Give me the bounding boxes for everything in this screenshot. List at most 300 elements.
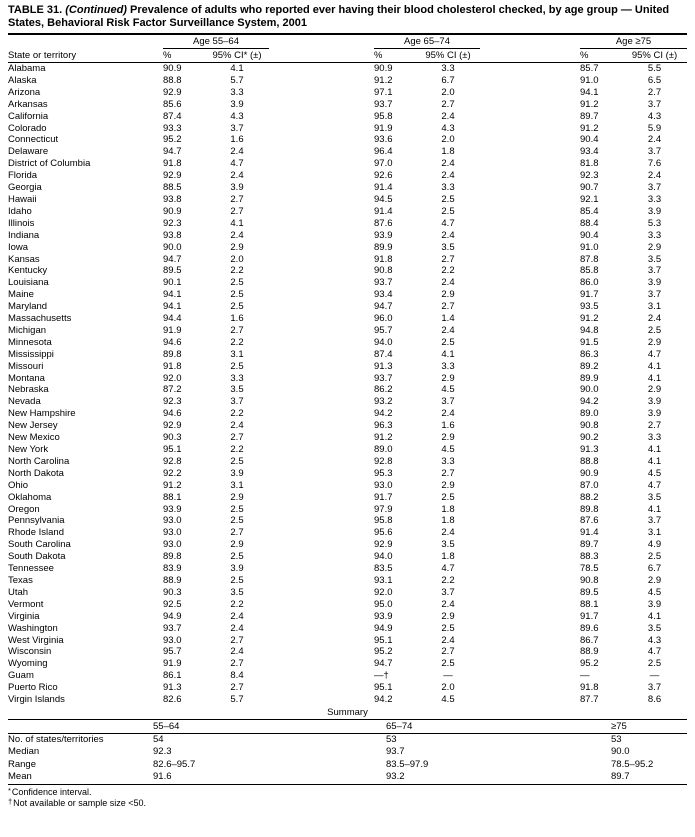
- footnote-text: Confidence interval.: [11, 786, 92, 797]
- spacer-cell: [480, 670, 580, 682]
- ci-65-74: 2.2: [441, 574, 455, 586]
- pct-ge75: 92.3: [580, 170, 599, 182]
- state-name: Nevada: [8, 396, 41, 408]
- spacer-cell: [269, 682, 374, 694]
- ci-65-74: 2.5: [441, 336, 455, 348]
- pct-65-74: 93.0: [374, 479, 393, 491]
- table-row: [8, 194, 687, 206]
- pct-65-74: 89.9: [374, 241, 393, 253]
- pct-65-74: 97.9: [374, 503, 393, 515]
- pct-ge75: 91.2: [580, 313, 599, 325]
- state-name: Illinois: [8, 217, 35, 229]
- footnote-marker: †: [8, 797, 13, 807]
- spacer-cell: [269, 170, 374, 182]
- pct-55-64: 82.6: [163, 694, 182, 706]
- ci-65-74: —: [443, 670, 453, 682]
- pct-55-64: 94.9: [163, 610, 182, 622]
- state-name: Connecticut: [8, 134, 59, 146]
- ci-ge75: —: [649, 670, 660, 682]
- pct-65-74: 92.8: [374, 455, 393, 467]
- pct-65-74: 87.4: [374, 348, 393, 360]
- pct-65-74: 93.6: [374, 134, 393, 146]
- spacer-cell: [269, 49, 374, 63]
- table-row: [8, 218, 687, 230]
- pct-ge75: 86.7: [580, 634, 599, 646]
- age-group-header-row: [8, 34, 687, 49]
- ci-ge75: 8.6: [647, 694, 662, 706]
- pct-65-74: —†: [374, 670, 389, 682]
- table-row: [8, 146, 687, 158]
- pct-65-74: 93.1: [374, 574, 393, 586]
- ci-55-64: 2.4: [230, 229, 244, 241]
- pct-55-64: 83.9: [163, 563, 182, 575]
- pct-ge75: 91.4: [580, 527, 599, 539]
- spacer-cell: [480, 111, 580, 123]
- ci-ge75: 2.9: [647, 336, 662, 348]
- spacer-cell: [480, 349, 580, 361]
- state-name: Delaware: [8, 146, 49, 158]
- pct-65-74: 89.0: [374, 444, 393, 455]
- pct-55-64: 91.3: [163, 682, 182, 694]
- spacer-cell: [480, 265, 580, 277]
- spacer-cell: [480, 373, 580, 385]
- state-name: New York: [8, 444, 49, 455]
- ci-55-64: 3.5: [230, 384, 244, 396]
- pct-55-64: 89.8: [163, 551, 182, 563]
- table-row: [8, 396, 687, 408]
- ci-65-74: 2.4: [441, 170, 455, 182]
- pct-55-64: 92.3: [163, 217, 182, 229]
- spacer-cell: [480, 123, 580, 135]
- pct-55-64: 95.2: [163, 134, 182, 146]
- pct-ge75: 90.8: [580, 420, 599, 432]
- ci-ge75: 4.1: [647, 610, 662, 622]
- pct-55-64: 94.4: [163, 313, 182, 325]
- ci-ge75: 3.9: [647, 396, 662, 408]
- ci-ge75: 3.7: [647, 265, 662, 277]
- ci-55-64: 2.5: [230, 515, 244, 527]
- table-row: [8, 444, 687, 456]
- state-name: New Jersey: [8, 420, 58, 432]
- footnote-confidence-interval: [8, 787, 687, 799]
- ci-ge75: 3.9: [647, 408, 662, 420]
- table-row: [8, 206, 687, 218]
- state-name: Georgia: [8, 182, 42, 194]
- spacer-cell: [269, 289, 374, 301]
- ci-55-64: 2.4: [230, 622, 244, 634]
- state-name: New Mexico: [8, 432, 60, 444]
- ci-65-74: 2.0: [441, 86, 455, 98]
- spacer-cell: [269, 658, 374, 670]
- ci-65-74: 2.4: [441, 110, 455, 122]
- spacer-cell: [269, 670, 374, 682]
- pct-55-64: 88.9: [163, 574, 182, 586]
- ci-65-74: 2.5: [441, 491, 455, 503]
- spacer-cell: [480, 539, 580, 551]
- pct-55-64: 92.9: [163, 170, 182, 182]
- pct-ge75: 94.1: [580, 86, 599, 98]
- spacer-cell: [269, 504, 374, 516]
- spacer-cell: [269, 444, 374, 456]
- pct-55-64: 90.0: [163, 241, 182, 253]
- ci-55-64: 2.7: [230, 432, 244, 444]
- footnote-text: Not available or sample size <50.: [13, 798, 146, 809]
- pct-65-74: 93.7: [374, 372, 393, 384]
- ci-55-64: 2.5: [230, 455, 244, 467]
- spacer-cell: [269, 432, 374, 444]
- state-name: Vermont: [8, 598, 44, 610]
- spacer-cell: [269, 111, 374, 123]
- state-name: Arkansas: [8, 98, 48, 110]
- spacer-cell: [269, 158, 374, 170]
- ci-ge75: 4.5: [647, 467, 662, 479]
- ci-header-55-64: 95% CI* (±): [205, 49, 269, 63]
- ci-ge75: 2.4: [647, 313, 662, 325]
- ci-ge75: 4.1: [647, 372, 662, 384]
- pct-55-64: 87.2: [163, 384, 182, 396]
- ci-65-74: 2.5: [441, 622, 455, 634]
- summary-value: 90.0: [611, 746, 630, 758]
- summary-value: 54: [153, 733, 164, 745]
- ci-55-64: 3.3: [230, 86, 244, 98]
- ci-65-74: 2.9: [441, 479, 455, 491]
- pct-55-64: 90.9: [163, 205, 182, 217]
- ci-ge75: 4.1: [647, 360, 662, 372]
- table-row: [8, 170, 687, 182]
- pct-65-74: 97.0: [374, 158, 393, 170]
- column-header-row: [8, 49, 687, 63]
- ci-65-74: 2.9: [441, 610, 455, 622]
- pct-55-64: 95.1: [163, 444, 182, 455]
- pct-ge75: 88.4: [580, 217, 599, 229]
- pct-ge75: 90.8: [580, 574, 599, 586]
- table-row: [8, 158, 687, 170]
- table-row: [8, 384, 687, 396]
- spacer-cell: [480, 146, 580, 158]
- pct-ge75: 91.7: [580, 610, 599, 622]
- ci-ge75: 3.9: [647, 277, 662, 289]
- spacer-cell: [269, 206, 374, 218]
- table-row: [8, 670, 687, 682]
- ci-55-64: 2.4: [230, 420, 244, 432]
- spacer-cell: [269, 563, 374, 575]
- pct-65-74: 94.7: [374, 658, 393, 670]
- summary-label: Median: [8, 746, 40, 758]
- spacer-cell: [269, 254, 374, 266]
- state-name: Puerto Rico: [8, 682, 58, 694]
- ci-55-64: 2.4: [230, 646, 244, 658]
- table-row: [8, 301, 687, 313]
- ci-65-74: 3.7: [441, 586, 455, 598]
- ci-65-74: 2.9: [441, 289, 455, 301]
- table-row: [8, 492, 687, 504]
- ci-65-74: 2.4: [441, 229, 455, 241]
- spacer-cell: [480, 313, 580, 325]
- spacer-cell: [269, 337, 374, 349]
- ci-ge75: 5.9: [647, 122, 662, 134]
- pct-65-74: 86.2: [374, 384, 393, 396]
- table-row: [8, 623, 687, 635]
- state-name: Maine: [8, 289, 34, 301]
- table-row: [8, 254, 687, 266]
- pct-ge75: 88.9: [580, 646, 599, 658]
- spacer-cell: [480, 515, 580, 527]
- summary-label: No. of states/territories: [8, 733, 104, 745]
- ci-55-64: 2.2: [230, 336, 244, 348]
- ci-65-74: 1.6: [441, 420, 455, 432]
- state-rows: [8, 63, 687, 706]
- summary-label: Mean: [8, 771, 32, 783]
- pct-header-55-64: %: [163, 49, 205, 63]
- pct-65-74: 93.9: [374, 610, 393, 622]
- table-row: [8, 599, 687, 611]
- ci-65-74: 4.5: [441, 694, 455, 706]
- footnote-not-available: [8, 798, 687, 810]
- ci-55-64: 3.9: [230, 98, 244, 110]
- summary-col-header-ge75: ≥75: [611, 719, 687, 733]
- ci-65-74: 3.3: [441, 63, 455, 74]
- ci-ge75: 4.1: [647, 444, 662, 455]
- spacer-cell: [480, 75, 580, 87]
- ci-ge75: 3.1: [647, 301, 662, 313]
- pct-55-64: 92.9: [163, 86, 182, 98]
- pct-ge75: 90.4: [580, 229, 599, 241]
- spacer-cell: [269, 456, 374, 468]
- pct-65-74: 92.6: [374, 170, 393, 182]
- ci-55-64: 2.5: [230, 551, 244, 563]
- pct-55-64: 91.8: [163, 158, 182, 170]
- ci-65-74: 2.5: [441, 205, 455, 217]
- state-name: Idaho: [8, 205, 32, 217]
- ci-ge75: 2.5: [647, 551, 662, 563]
- spacer-cell: [269, 277, 374, 289]
- ci-65-74: 4.1: [441, 348, 455, 360]
- ci-ge75: 3.9: [647, 598, 662, 610]
- ci-65-74: 1.8: [441, 551, 455, 563]
- ci-65-74: 3.3: [441, 455, 455, 467]
- state-name: Nebraska: [8, 384, 49, 396]
- pct-ge75: 91.2: [580, 122, 599, 134]
- table-row: [8, 242, 687, 254]
- ci-55-64: 2.7: [230, 634, 244, 646]
- spacer-cell: [480, 504, 580, 516]
- pct-ge75: 81.8: [580, 158, 599, 170]
- pct-ge75: —: [580, 670, 590, 682]
- spacer-cell: [269, 313, 374, 325]
- ci-65-74: 3.3: [441, 182, 455, 194]
- pct-65-74: 95.1: [374, 634, 393, 646]
- table-row: [8, 111, 687, 123]
- ci-65-74: 2.5: [441, 658, 455, 670]
- ci-65-74: 4.7: [441, 217, 455, 229]
- pct-65-74: 95.8: [374, 110, 393, 122]
- spacer-cell: [480, 551, 580, 563]
- table-row: [8, 646, 687, 658]
- spacer-cell: [269, 134, 374, 146]
- pct-65-74: 93.7: [374, 98, 393, 110]
- summary-value: 82.6–95.7: [153, 758, 196, 770]
- state-column-header: State or territory: [8, 49, 163, 63]
- spacer-cell: [480, 49, 580, 63]
- ci-55-64: 2.4: [230, 170, 244, 182]
- ci-65-74: 3.3: [441, 360, 455, 372]
- pct-65-74: 91.4: [374, 205, 393, 217]
- pct-55-64: 91.8: [163, 360, 182, 372]
- pct-ge75: 90.9: [580, 467, 599, 479]
- ci-ge75: 2.9: [647, 384, 662, 396]
- ci-65-74: 3.5: [441, 241, 455, 253]
- ci-ge75: 2.4: [647, 170, 662, 182]
- ci-65-74: 2.4: [441, 158, 455, 170]
- table-row: [8, 230, 687, 242]
- pct-65-74: 95.3: [374, 467, 393, 479]
- pct-ge75: 86.0: [580, 277, 599, 289]
- table-row: [8, 182, 687, 194]
- ci-65-74: 2.0: [441, 134, 455, 146]
- pct-65-74: 95.1: [374, 682, 393, 694]
- state-name: South Dakota: [8, 551, 66, 563]
- state-name: Kentucky: [8, 265, 48, 277]
- spacer-cell: [269, 146, 374, 158]
- pct-55-64: 94.7: [163, 146, 182, 158]
- spacer-cell: [269, 527, 374, 539]
- ci-ge75: 2.5: [647, 324, 662, 336]
- ci-55-64: 4.1: [230, 63, 244, 74]
- spacer-cell: [480, 337, 580, 349]
- pct-55-64: 87.4: [163, 110, 182, 122]
- spacer-cell: [269, 575, 374, 587]
- pct-ge75: 87.8: [580, 253, 599, 265]
- ci-ge75: 5.3: [647, 217, 662, 229]
- pct-55-64: 94.1: [163, 301, 182, 313]
- pct-55-64: 89.5: [163, 265, 182, 277]
- ci-55-64: 3.7: [230, 122, 244, 134]
- summary-value: 89.7: [611, 771, 630, 783]
- summary-value: 83.5–97.9: [386, 758, 429, 770]
- ci-55-64: 2.9: [230, 491, 244, 503]
- spacer-cell: [269, 373, 374, 385]
- ci-ge75: 3.5: [647, 253, 662, 265]
- pct-ge75: 88.2: [580, 491, 599, 503]
- table-row: [8, 361, 687, 373]
- state-name: Pennsylvania: [8, 515, 65, 527]
- state-name: Hawaii: [8, 193, 37, 205]
- table-title-label: TABLE 31.: [8, 4, 63, 16]
- table-row: [8, 325, 687, 337]
- pct-65-74: 96.0: [374, 313, 393, 325]
- ci-55-64: 2.7: [230, 527, 244, 539]
- table-row: [8, 658, 687, 670]
- summary-row: [8, 733, 687, 746]
- pct-ge75: 89.5: [580, 586, 599, 598]
- ci-65-74: 4.5: [441, 384, 455, 396]
- spacer-cell: [269, 63, 374, 75]
- ci-ge75: 3.7: [647, 182, 662, 194]
- table-row: [8, 75, 687, 87]
- spacer-cell: [480, 194, 580, 206]
- state-name: Michigan: [8, 324, 47, 336]
- spacer-cell: [480, 444, 580, 456]
- summary-row: [8, 771, 687, 784]
- state-name: Alabama: [8, 63, 46, 74]
- state-name: District of Columbia: [8, 158, 91, 170]
- spacer-cell: [269, 349, 374, 361]
- pct-ge75: 87.6: [580, 515, 599, 527]
- pct-55-64: 92.2: [163, 467, 182, 479]
- spacer-cell: [269, 182, 374, 194]
- ci-55-64: 3.9: [230, 563, 244, 575]
- pct-65-74: 83.5: [374, 563, 393, 575]
- pct-ge75: 87.7: [580, 694, 599, 706]
- spacer-cell: [269, 599, 374, 611]
- table-row: [8, 134, 687, 146]
- ci-ge75: 2.4: [647, 134, 662, 146]
- ci-55-64: 5.7: [230, 74, 244, 86]
- table-row: [8, 63, 687, 75]
- pct-65-74: 96.4: [374, 146, 393, 158]
- spacer-cell: [269, 301, 374, 313]
- table-row: [8, 575, 687, 587]
- ci-65-74: 2.9: [441, 372, 455, 384]
- state-name: Missouri: [8, 360, 44, 372]
- pct-55-64: 93.9: [163, 503, 182, 515]
- ci-ge75: 3.9: [647, 205, 662, 217]
- pct-55-64: 93.0: [163, 539, 182, 551]
- pct-ge75: 89.9: [580, 372, 599, 384]
- spacer-cell: [269, 623, 374, 635]
- prevalence-table: [8, 33, 687, 706]
- ci-65-74: 4.5: [441, 444, 455, 455]
- state-name: Oklahoma: [8, 491, 52, 503]
- pct-55-64: 93.0: [163, 634, 182, 646]
- table-row: [8, 408, 687, 420]
- spacer-cell: [269, 384, 374, 396]
- table-row: [8, 480, 687, 492]
- pct-header-65-74: %: [374, 49, 416, 63]
- pct-ge75: 91.7: [580, 289, 599, 301]
- state-name: West Virginia: [8, 634, 64, 646]
- ci-55-64: 2.2: [230, 265, 244, 277]
- table-row: [8, 468, 687, 480]
- state-name: Minnesota: [8, 336, 52, 348]
- summary-value: 78.5–95.2: [611, 758, 654, 770]
- age-group-header-ge75: Age ≥75: [580, 34, 687, 49]
- ci-55-64: 2.7: [230, 205, 244, 217]
- ci-ge75: 3.7: [647, 289, 662, 301]
- pct-55-64: 92.0: [163, 372, 182, 384]
- pct-65-74: 93.2: [374, 396, 393, 408]
- ci-65-74: 2.7: [441, 98, 455, 110]
- pct-55-64: 92.5: [163, 598, 182, 610]
- summary-value: 53: [611, 733, 622, 745]
- table-row: [8, 527, 687, 539]
- ci-55-64: 8.4: [230, 670, 244, 682]
- spacer-cell: [480, 599, 580, 611]
- pct-55-64: 85.6: [163, 98, 182, 110]
- state-name: Louisiana: [8, 277, 49, 289]
- pct-65-74: 91.9: [374, 122, 393, 134]
- table-row: [8, 87, 687, 99]
- spacer-cell: [269, 587, 374, 599]
- spacer-cell: [480, 492, 580, 504]
- footnote-marker: *: [8, 785, 11, 795]
- pct-ge75: 90.0: [580, 384, 599, 396]
- pct-ge75: 89.6: [580, 622, 599, 634]
- spacer-cell: [269, 480, 374, 492]
- pct-65-74: 87.6: [374, 217, 393, 229]
- summary-value: 91.6: [153, 771, 172, 783]
- pct-65-74: 93.4: [374, 289, 393, 301]
